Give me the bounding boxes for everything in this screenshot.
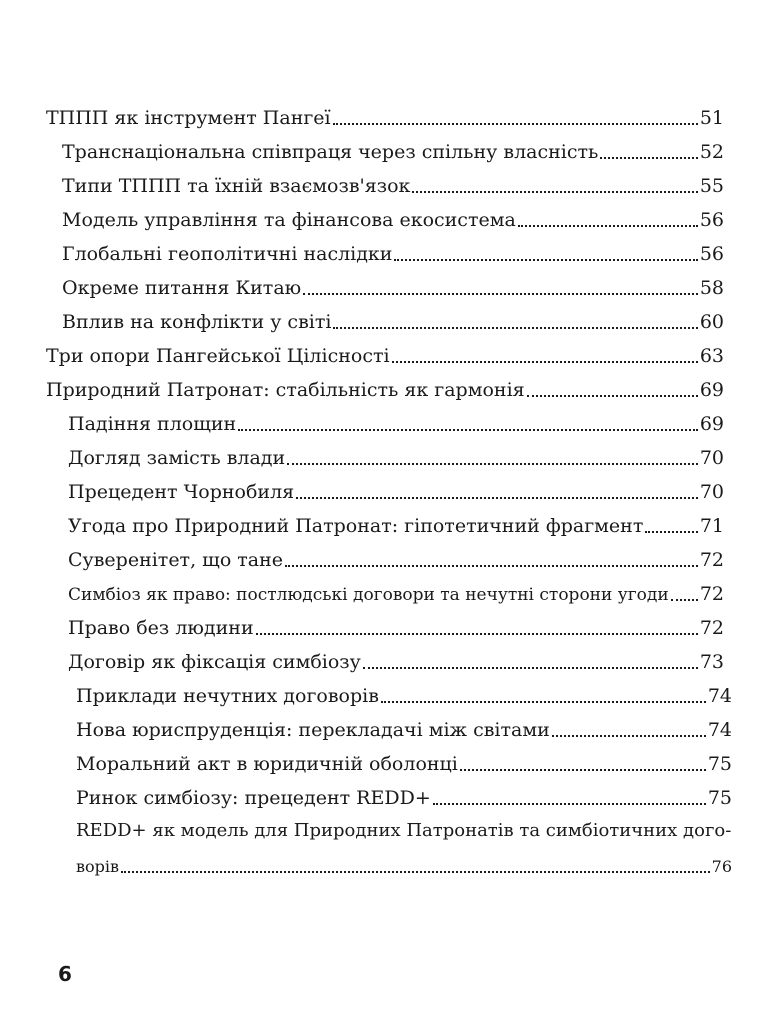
toc-entry-page: 72 bbox=[699, 549, 724, 571]
toc-entry bbox=[0, 746, 770, 780]
toc-leader-dots bbox=[381, 701, 706, 703]
toc-entry-title: Приклади нечутних договорів bbox=[76, 685, 379, 707]
toc-entry-title: Природний Патронат: стабільність як гармонія bbox=[46, 379, 525, 401]
toc-entry-title: Прецедент Чорнобиля bbox=[68, 481, 295, 503]
toc-entry-title: Транснаціональна співпраця через спільну власність bbox=[62, 141, 599, 163]
toc-entry bbox=[0, 644, 770, 678]
toc-leader-dots bbox=[671, 599, 698, 601]
toc-entry bbox=[0, 508, 770, 542]
toc-entry-page: 71 bbox=[699, 515, 724, 537]
toc-entry-title: Право без людини bbox=[68, 617, 254, 639]
toc-entry-page: 56 bbox=[699, 243, 724, 265]
toc-entry bbox=[0, 372, 770, 406]
toc-entry-page: 56 bbox=[699, 209, 724, 231]
toc-entry-page: 69 bbox=[699, 413, 724, 435]
toc-entry-page: 75 bbox=[707, 753, 732, 775]
toc-leader-dots bbox=[552, 735, 706, 737]
toc-entry bbox=[0, 168, 770, 202]
toc-entry-title: Симбіоз як право: постлюдські договори та нечутні сторони угоди bbox=[68, 585, 669, 605]
toc-leader-dots bbox=[645, 531, 697, 533]
toc-entry bbox=[0, 406, 770, 440]
toc-entry-title: Модель управління та фінансова екосистема bbox=[62, 209, 516, 231]
toc-entry bbox=[0, 304, 770, 338]
toc-entry bbox=[0, 338, 770, 372]
toc-entry bbox=[0, 712, 770, 746]
toc-entry bbox=[0, 100, 770, 134]
toc-leader-dots bbox=[412, 191, 697, 193]
toc-leader-dots bbox=[296, 497, 698, 499]
toc-entry bbox=[0, 542, 770, 576]
toc-entry-title: Договір як фіксація симбіозу bbox=[68, 651, 361, 673]
toc-leader-dots bbox=[303, 293, 698, 295]
toc-entry-page: 70 bbox=[699, 447, 724, 469]
toc-entry-title: Суверенітет, що тане bbox=[68, 549, 284, 571]
toc-leader-dots bbox=[333, 123, 698, 125]
toc-entry-page: 51 bbox=[699, 107, 724, 129]
toc-entry-page: 72 bbox=[699, 617, 724, 639]
toc-entry bbox=[0, 202, 770, 236]
toc-entry-title: Глобальні геополітичні наслідки bbox=[62, 243, 393, 265]
toc-entry-page: 75 bbox=[707, 787, 732, 809]
toc-entry-page: 70 bbox=[699, 481, 724, 503]
toc-entry-page: 63 bbox=[699, 345, 724, 367]
toc-entry-title: Догляд замість влади bbox=[68, 447, 286, 469]
toc-entry bbox=[0, 270, 770, 304]
toc-leader-dots bbox=[433, 803, 706, 805]
toc-entry-title: Типи ТППП та їхній взаємозв'язок bbox=[62, 175, 411, 197]
toc-entry-page: 55 bbox=[699, 175, 724, 197]
page-number: 6 bbox=[58, 962, 72, 986]
toc-entry-title: Ринок симбіозу: прецедент REDD+ bbox=[76, 787, 431, 809]
toc-leader-dots bbox=[392, 361, 698, 363]
toc-leader-dots bbox=[238, 429, 698, 431]
toc-entry-title: Падіння площин bbox=[68, 413, 237, 435]
toc-entry-title: Вплив на конфлікти у світі bbox=[62, 311, 332, 333]
toc-leader-dots bbox=[333, 327, 697, 329]
toc-entry-title-line1: REDD+ як модель для Природних Патронатів та симбіотичних дого- bbox=[76, 820, 732, 841]
toc-entry bbox=[0, 474, 770, 508]
toc-leader-dots bbox=[518, 225, 698, 227]
toc-entry bbox=[0, 780, 770, 814]
toc-entry-page: 76 bbox=[711, 857, 732, 876]
toc-entry-page: 74 bbox=[707, 719, 732, 741]
toc-entry-page: 52 bbox=[699, 141, 724, 163]
toc-entry-page: 69 bbox=[699, 379, 724, 401]
toc-entry-page: 72 bbox=[699, 583, 724, 605]
toc-entry-title: Угода про Природний Патронат: гіпотетичний фрагмент bbox=[68, 515, 644, 537]
toc-entry-title-line2: ворів bbox=[76, 857, 120, 876]
toc-leader-dots bbox=[256, 633, 698, 635]
toc-entry-title: Моральний акт в юридичній оболонці bbox=[76, 753, 458, 775]
toc-entry bbox=[0, 440, 770, 474]
toc-leader-dots bbox=[285, 565, 698, 567]
toc-entry bbox=[0, 134, 770, 168]
toc-leader-dots bbox=[460, 769, 706, 771]
toc-list bbox=[0, 100, 770, 814]
toc-entry-page: 58 bbox=[699, 277, 724, 299]
toc-leader-dots bbox=[600, 157, 697, 159]
toc-entry-wrapped bbox=[0, 814, 770, 882]
toc-entry-title: Нова юриспруденція: перекладачі між світами bbox=[76, 719, 550, 741]
toc-entry bbox=[0, 610, 770, 644]
toc-entry-title: ТППП як інструмент Пангеї bbox=[46, 107, 331, 129]
toc-entry bbox=[0, 678, 770, 712]
toc-leader-dots bbox=[121, 871, 710, 873]
toc-entry-second-line bbox=[76, 848, 732, 882]
toc-entry-title: Окреме питання Китаю bbox=[62, 277, 302, 299]
toc-entry-page: 73 bbox=[699, 651, 724, 673]
toc-entry-title: Три опори Пангейської Цілісності bbox=[46, 345, 390, 367]
toc-entry bbox=[0, 236, 770, 270]
toc-entry-page: 74 bbox=[707, 685, 732, 707]
toc-leader-dots bbox=[363, 667, 698, 669]
toc-leader-dots bbox=[394, 259, 697, 261]
table-of-contents bbox=[0, 100, 770, 882]
toc-leader-dots bbox=[527, 395, 698, 397]
toc-entry-page: 60 bbox=[699, 311, 724, 333]
toc-leader-dots bbox=[287, 463, 698, 465]
toc-entry bbox=[0, 576, 770, 610]
